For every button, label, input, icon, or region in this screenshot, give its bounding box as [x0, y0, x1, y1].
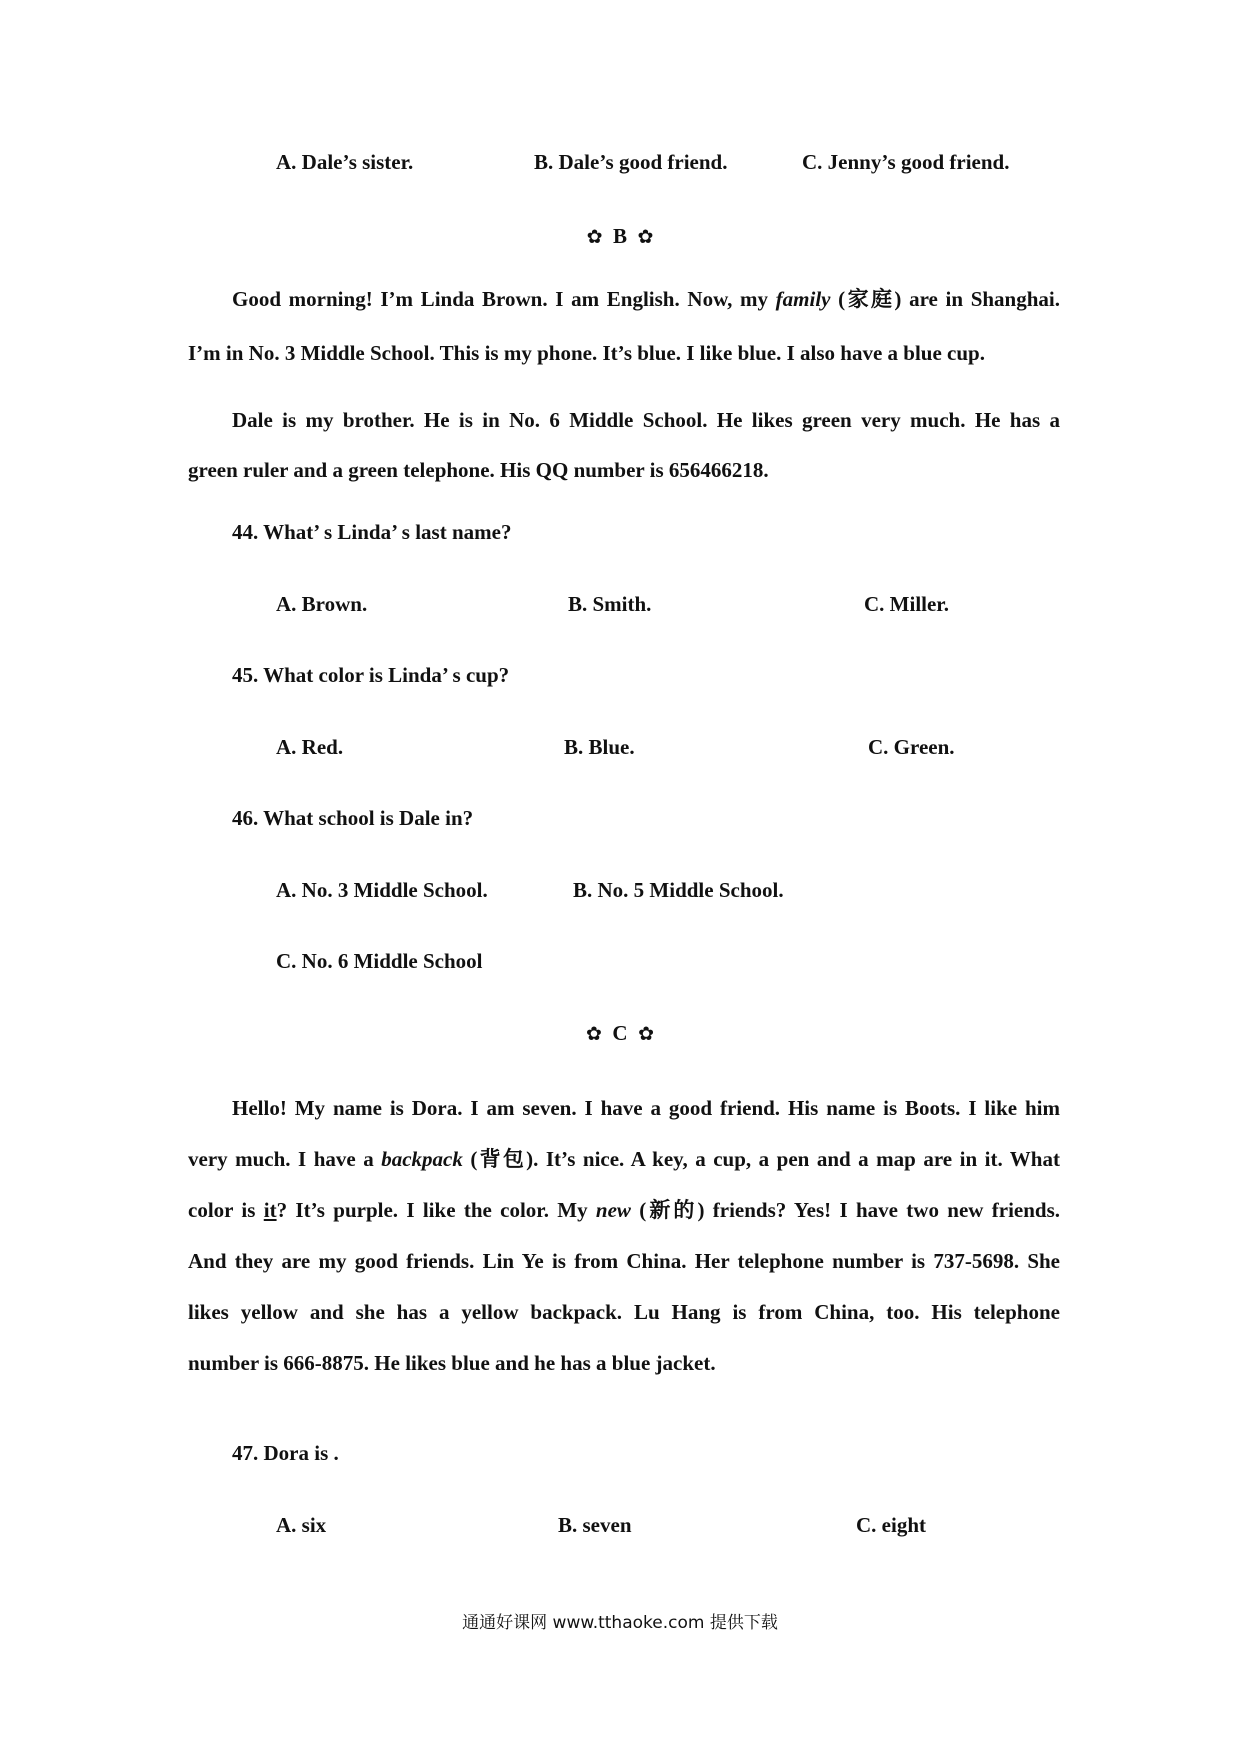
- q46-option-b: B. No. 5 Middle School.: [573, 878, 784, 902]
- q44-option-c: C. Miller.: [864, 592, 949, 616]
- passage-c: [188, 1083, 1060, 1389]
- passage-line: Good morning! I’m Linda Brown. I am English. Now, my family (家庭) are in Shanghai.: [232, 287, 1060, 311]
- question-45: 45. What color is Linda’ s cup?: [232, 663, 510, 687]
- passage-line: color is it? It’s purple. I like the color. My new (新的) friends? Yes! I have two new friends.: [188, 1198, 1060, 1222]
- section-label: B: [612, 224, 627, 248]
- q46-option-a: A. No. 3 Middle School.: [276, 878, 488, 902]
- question-46: 46. What school is Dale in?: [232, 806, 474, 830]
- passage-line: likes yellow and she has a yellow backpack. Lu Hang is from China, too. His telephone: [188, 1300, 1060, 1324]
- section-label: C: [612, 1021, 628, 1045]
- question-47: 47. Dora is .: [232, 1441, 339, 1465]
- option-c: C. Jenny’s good friend.: [802, 150, 1010, 174]
- section-b-header: [0, 224, 1240, 249]
- question-44: 44. What’ s Linda’ s last name?: [232, 520, 512, 544]
- q45-option-a: A. Red.: [276, 735, 344, 759]
- q46-option-c: C. No. 6 Middle School: [276, 949, 483, 973]
- option-a: A. Dale’s sister.: [276, 150, 414, 174]
- flower-icon: ✿: [637, 226, 654, 248]
- option-b: B. Dale’s good friend.: [534, 150, 728, 174]
- q47-option-b: B. seven: [558, 1513, 632, 1537]
- flower-icon: ✿: [586, 226, 603, 248]
- q47-option-a: A. six: [276, 1513, 327, 1537]
- passage-line: And they are my good friends. Lin Ye is from China. Her telephone number is 737-5698. She: [188, 1249, 1060, 1273]
- passage-line: Dale is my brother. He is in No. 6 Middle School. He likes green very much. He has a: [232, 408, 1060, 432]
- q47-option-c: C. eight: [856, 1513, 926, 1537]
- passage-b-paragraph-1: [188, 272, 1060, 380]
- passage-b-paragraph-2: [188, 395, 1060, 495]
- q45-option-c: C. Green.: [868, 735, 955, 759]
- flower-icon: ✿: [585, 1023, 602, 1045]
- q45-option-b: B. Blue.: [564, 735, 635, 759]
- flower-icon: ✿: [638, 1023, 654, 1045]
- passage-line: number is 666-8875. He likes blue and he has a blue jacket.: [188, 1351, 716, 1375]
- passage-line: very much. I have a backpack (背包). It’s nice. A key, a cup, a pen and a map are in it. What: [188, 1147, 1060, 1171]
- passage-line: green ruler and a green telephone. His QQ number is 656466218.: [188, 458, 769, 482]
- q44-option-b: B. Smith.: [568, 592, 652, 616]
- q44-option-a: A. Brown.: [276, 592, 368, 616]
- passage-line: Hello! My name is Dora. I am seven. I have a good friend. His name is Boots. I like him: [232, 1096, 1060, 1120]
- page-footer: 通通好课网 www.tthaoke.com 提供下载: [462, 1613, 778, 1633]
- section-c-header: [0, 1021, 1240, 1046]
- passage-line: I’m in No. 3 Middle School. This is my phone. It’s blue. I like blue. I also have a blue cup.: [188, 341, 985, 365]
